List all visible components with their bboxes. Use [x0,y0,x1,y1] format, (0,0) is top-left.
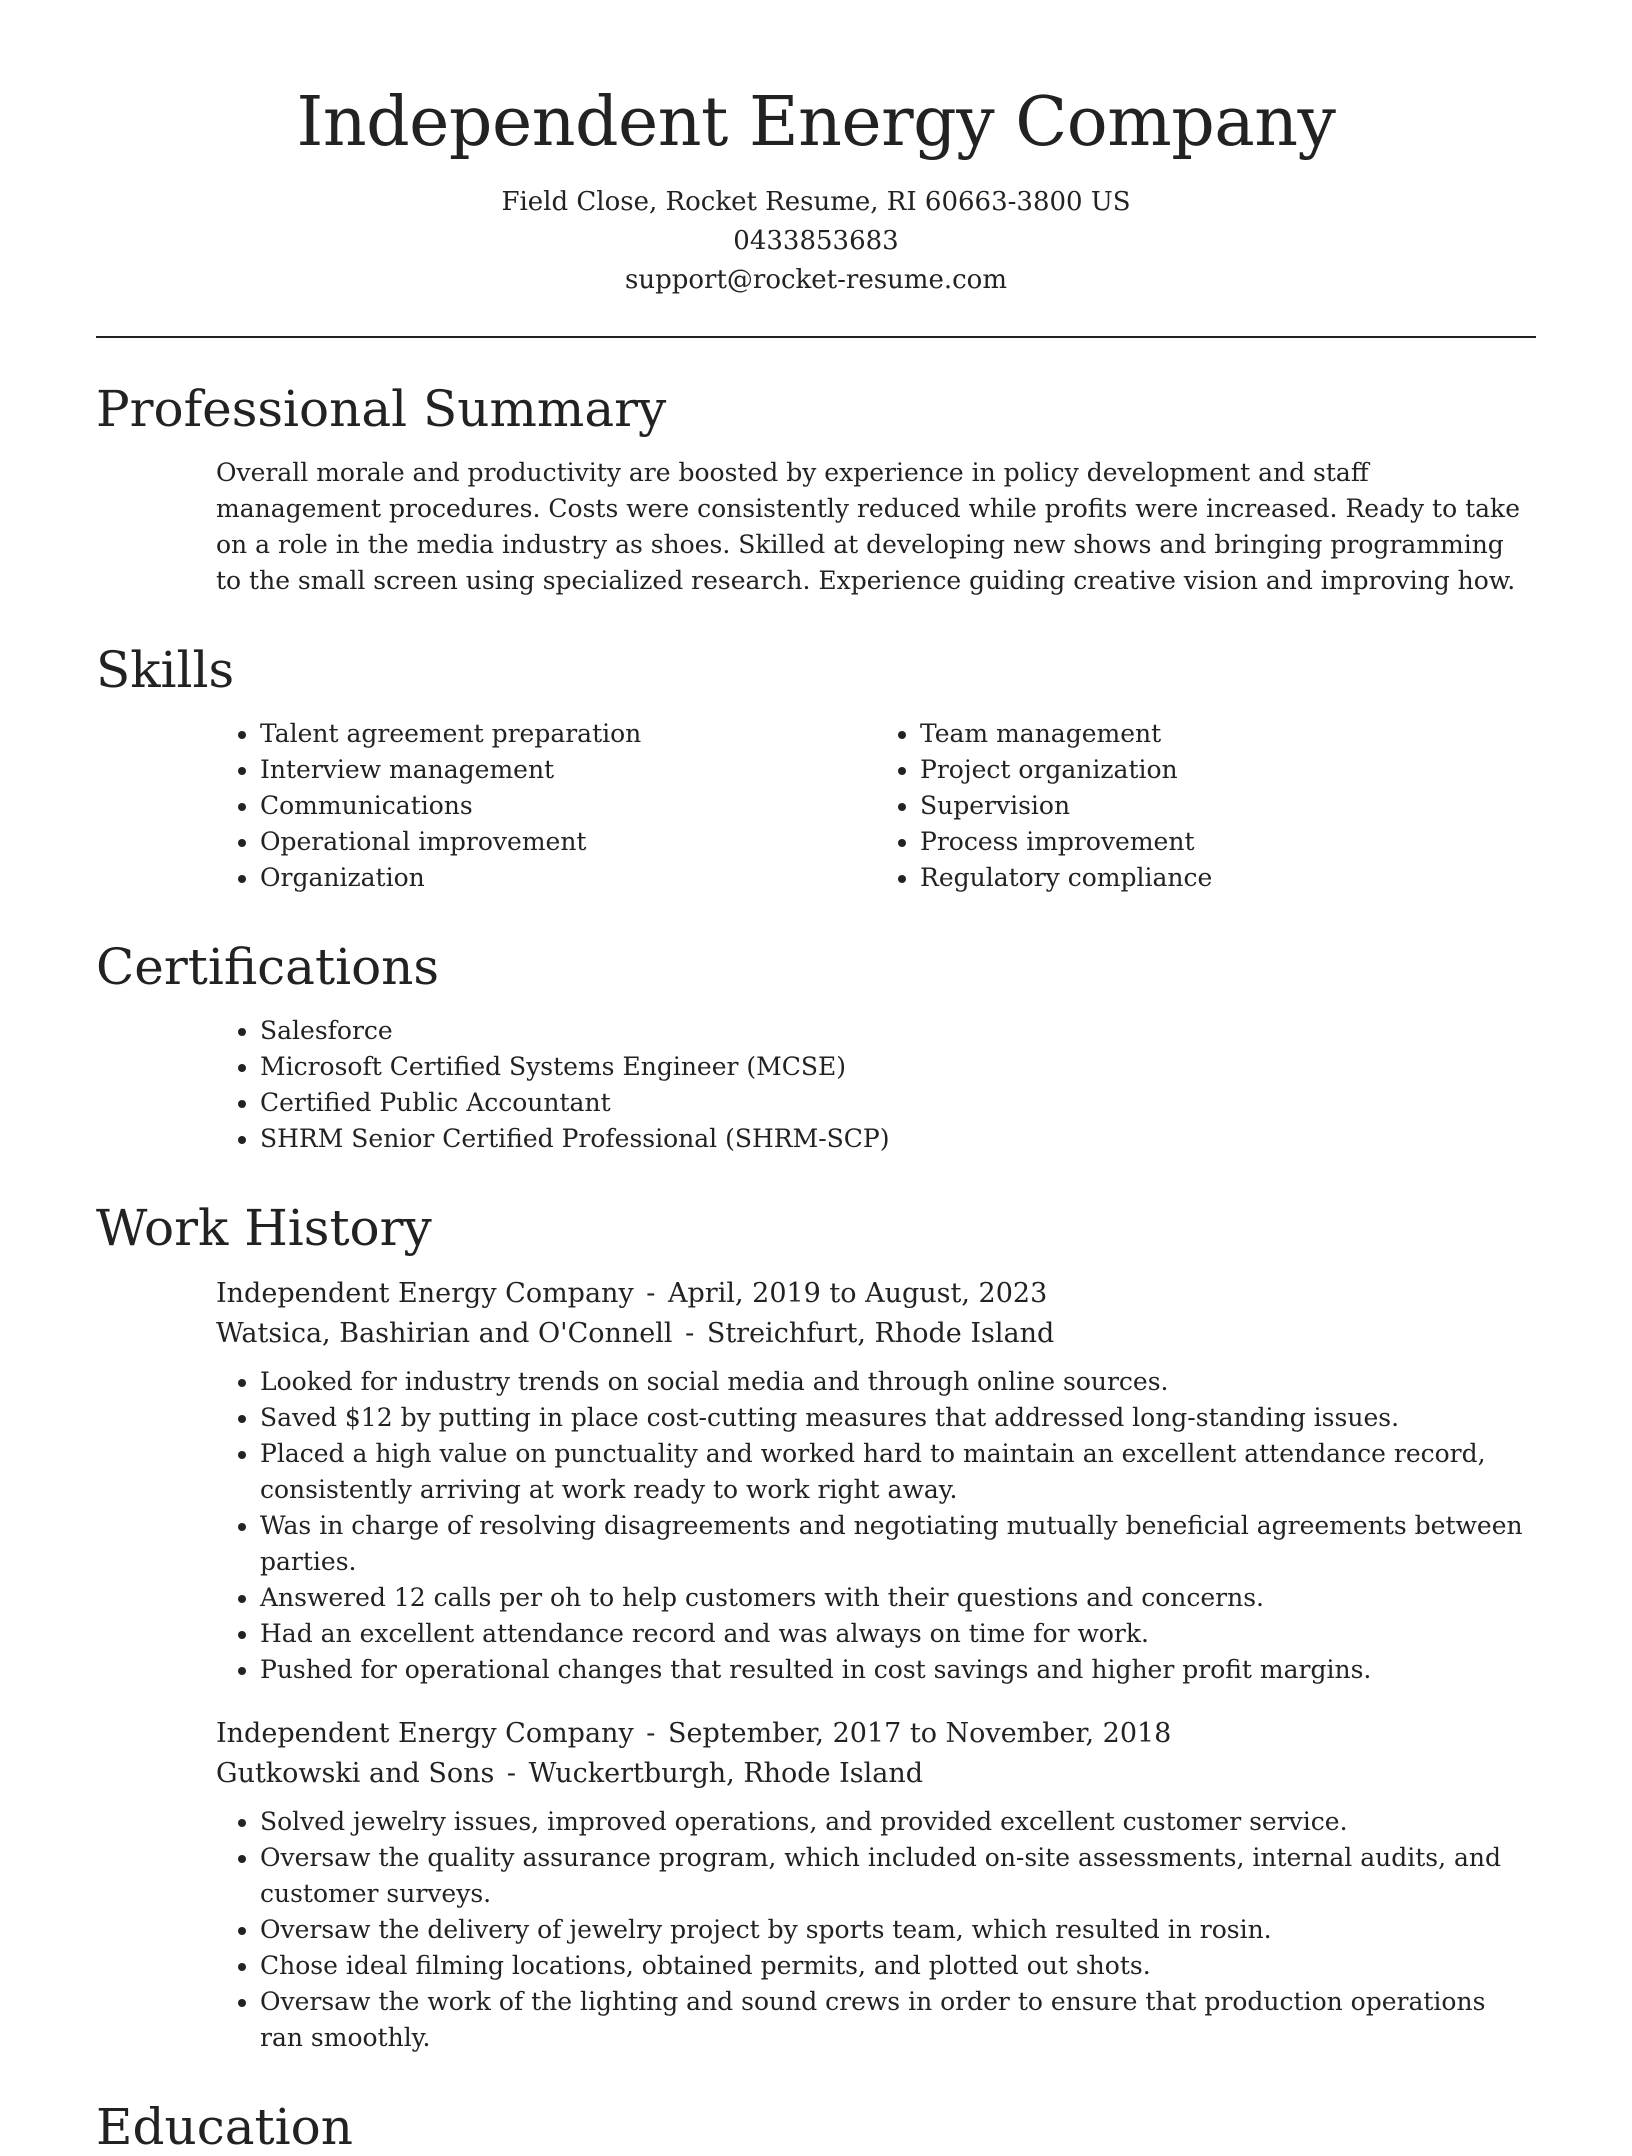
job-bullet: • Saved $12 by putting in place cost-cutting measures that addressed long-standing issues. [260,1400,1536,1436]
job-bullet: • Solved jewelry issues, improved operations, and provided excellent customer service. [260,1804,1536,1840]
job-bullet: • Was in charge of resolving disagreements and negotiating mutually beneficial agreements between parties. [260,1508,1536,1580]
job-location: Wuckertburgh, Rhode Island [528,1757,924,1789]
skill-item: • Interview management [260,752,876,788]
header-divider [96,336,1536,338]
job-bullet: • Chose ideal filming locations, obtained permits, and plotted out shots. [260,1948,1536,1984]
phone: 0433853683 [733,225,899,256]
certification-item: • Certified Public Accountant [260,1085,1536,1121]
certification-item: • Microsoft Certified Systems Engineer (MCSE) [260,1049,1536,1085]
work-section [216,1274,1536,2056]
job-bullets [216,1804,1536,2056]
separator: - [685,1317,695,1349]
separator: - [506,1757,517,1789]
job-bullet: • Looked for industry trends on social media and through online sources. [260,1364,1536,1400]
job-employer-line [216,1314,1536,1354]
job-dates: April, 2019 to August, 2023 [668,1277,1048,1309]
separator: - [646,1277,656,1309]
address: Field Close, Rocket Resume, RI 60663-3800 US [501,186,1131,217]
job-dates: September, 2017 to November, 2018 [668,1717,1172,1749]
job-bullet: • Oversaw the quality assurance program, which included on-site assessments, internal audits, and customer surveys. [260,1840,1536,1912]
email[interactable]: support@rocket-resume.com [624,264,1007,295]
skill-item: • Operational improvement [260,824,876,860]
certification-item: • Salesforce [260,1013,1536,1049]
summary-section [216,455,1536,599]
skill-item: • Regulatory compliance [920,860,1536,896]
job-bullet: • Placed a high value on punctuality and worked hard to maintain an excellent attendance record, consistently arriving at work ready to work right away. [260,1436,1536,1508]
job-bullet: • Answered 12 calls per oh to help customers with their questions and concerns. [260,1580,1536,1616]
job-title: Independent Energy Company [216,1717,634,1749]
job-bullet: • Pushed for operational changes that resulted in cost savings and higher profit margins. [260,1652,1536,1688]
job-title-line [216,1714,1536,1754]
job-bullet: • Had an excellent attendance record and was always on time for work. [260,1616,1536,1652]
candidate-name: Independent Energy Company [296,83,1336,162]
summary-text: Overall morale and productivity are boosted by experience in policy development and staff management procedures. Costs were consistently reduced while profits were increased. Ready to take on a role in the media industry as shoes. Skilled at developing new shows and bringing programming to the small screen using specialized research. Experience guiding creative vision and improving how. [216,457,1520,595]
job-employer: Gutkowski and Sons [216,1757,495,1789]
section-title-summary: Professional Summary [96,379,667,438]
section-title-work: Work History [96,1198,432,1257]
skills-list-right [876,716,1536,896]
skill-item: • Supervision [920,788,1536,824]
job-bullet: • Oversaw the delivery of jewelry project by sports team, which resulted in rosin. [260,1912,1536,1948]
job-entry [216,1714,1536,2056]
resume-header [96,0,1536,300]
skill-item: • Team management [920,716,1536,752]
skills-list-left [216,716,876,896]
job-bullets [216,1364,1536,1688]
separator: - [646,1717,656,1749]
skills-section [216,716,1536,896]
skill-item: • Organization [260,860,876,896]
skill-item: • Project organization [920,752,1536,788]
certification-item: • SHRM Senior Certified Professional (SHRM-SCP) [260,1121,1536,1157]
skill-item: • Process improvement [920,824,1536,860]
job-entry [216,1274,1536,1688]
certifications-list [216,1013,1536,1157]
section-title-certifications: Certifications [96,937,440,996]
skill-item: • Talent agreement preparation [260,716,876,752]
job-title: Independent Energy Company [216,1277,634,1309]
certifications-section [216,1013,1536,1157]
contact-info [96,183,1536,300]
job-employer-line [216,1754,1536,1794]
job-employer: Watsica, Bashirian and O'Connell [216,1317,673,1349]
section-title-education: Education [96,2097,353,2156]
job-title-line [216,1274,1536,1314]
section-title-skills: Skills [96,640,235,699]
skill-item: • Communications [260,788,876,824]
job-bullet: • Oversaw the work of the lighting and sound crews in order to ensure that production operations ran smoothly. [260,1984,1536,2056]
job-location: Streichfurt, Rhode Island [706,1317,1055,1349]
